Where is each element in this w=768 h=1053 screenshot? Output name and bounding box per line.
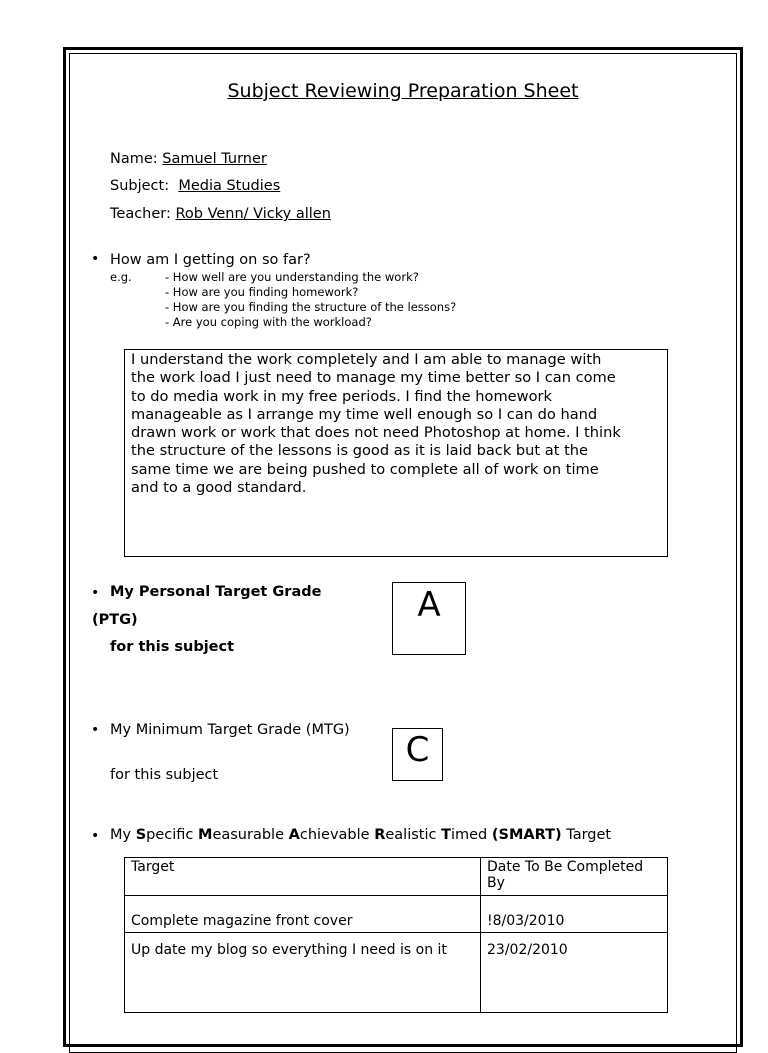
teacher-row [110, 206, 345, 222]
subject-label: Subject: [110, 178, 170, 194]
subject-row [110, 178, 318, 194]
answer-line: drawn work or work that does not need Photoshop at home. I think [131, 424, 621, 442]
smart-initial: R [374, 827, 386, 843]
smart-word-rest: easurable [212, 827, 284, 843]
bullet-icon: • [91, 828, 100, 844]
smart-prefix: My [110, 827, 132, 843]
smart-acronym: (SMART) [491, 827, 562, 843]
smart-initial: S [135, 827, 147, 843]
smart-initial: A [288, 827, 300, 843]
progress-prompts [165, 270, 456, 330]
smart-heading [110, 827, 611, 843]
date-cell: !8/03/2010 [481, 896, 668, 933]
smart-initial: T [441, 827, 451, 843]
mtg-grade-box: C [392, 728, 443, 781]
teacher-value: Rob Venn/ Vicky allen [175, 206, 331, 222]
answer-line: the structure of the lessons is good as it is laid back but at the [131, 442, 589, 460]
page-title: Subject Reviewing Preparation Sheet [227, 80, 579, 102]
prompt-item: - How are you finding the structure of the lessons? [165, 300, 457, 314]
prompt-item: - How are you finding homework? [165, 285, 359, 299]
table-header: Date To Be Completed By [481, 858, 668, 896]
date-cell: 23/02/2010 [481, 933, 668, 1013]
table-row [125, 896, 668, 933]
answer-line: manageable as I arrange my time well enough so I can do hand [131, 405, 598, 423]
mtg-label-line1: My Minimum Target Grade (MTG) [110, 722, 350, 738]
smart-word-rest: pecific [146, 827, 194, 843]
smart-word-rest: imed [450, 827, 488, 843]
name-label: Name: [110, 151, 158, 167]
progress-question: How am I getting on so far? [110, 252, 311, 268]
bullet-icon: • [91, 722, 100, 738]
ptg-grade-box: A [392, 582, 466, 655]
table-header: Target [125, 858, 481, 896]
name-value: Samuel Turner [162, 151, 267, 167]
ptg-label-line2: (PTG) [92, 612, 138, 628]
target-cell: Complete magazine front cover [125, 896, 481, 933]
answer-line: to do media work in my free periods. I find the homework [131, 387, 552, 405]
subject-value: Media Studies [178, 178, 281, 194]
smart-word-rest: chievable [299, 827, 370, 843]
answer-line: the work load I just need to manage my time better so I can come [131, 369, 616, 387]
mtg-label-line2: for this subject [110, 767, 219, 783]
answer-line: I understand the work completely and I am able to manage with [131, 351, 602, 368]
prompt-item: - Are you coping with the workload? [165, 315, 372, 329]
prompt-item: - How well are you understanding the work? [165, 270, 419, 284]
ptg-label-line1: My Personal Target Grade [110, 584, 322, 600]
eg-label: e.g. [110, 270, 132, 284]
smart-initial: M [198, 827, 213, 843]
progress-answer-box [124, 349, 668, 557]
answer-line: and to a good standard. [131, 479, 307, 497]
target-cell: Up date my blog so everything I need is on it [125, 933, 481, 1013]
table-header-row [125, 858, 668, 896]
bullet-icon: • [91, 585, 100, 601]
table-row [125, 933, 668, 1013]
smart-word-rest: ealistic [385, 827, 437, 843]
bullet-icon: • [91, 251, 100, 267]
ptg-label-line3: for this subject [110, 639, 235, 655]
answer-line: same time we are being pushed to complete all of work on time [131, 460, 599, 478]
name-row [110, 151, 307, 167]
smart-target-table [124, 857, 668, 1013]
teacher-label: Teacher: [110, 206, 171, 222]
smart-suffix: Target [566, 827, 612, 843]
